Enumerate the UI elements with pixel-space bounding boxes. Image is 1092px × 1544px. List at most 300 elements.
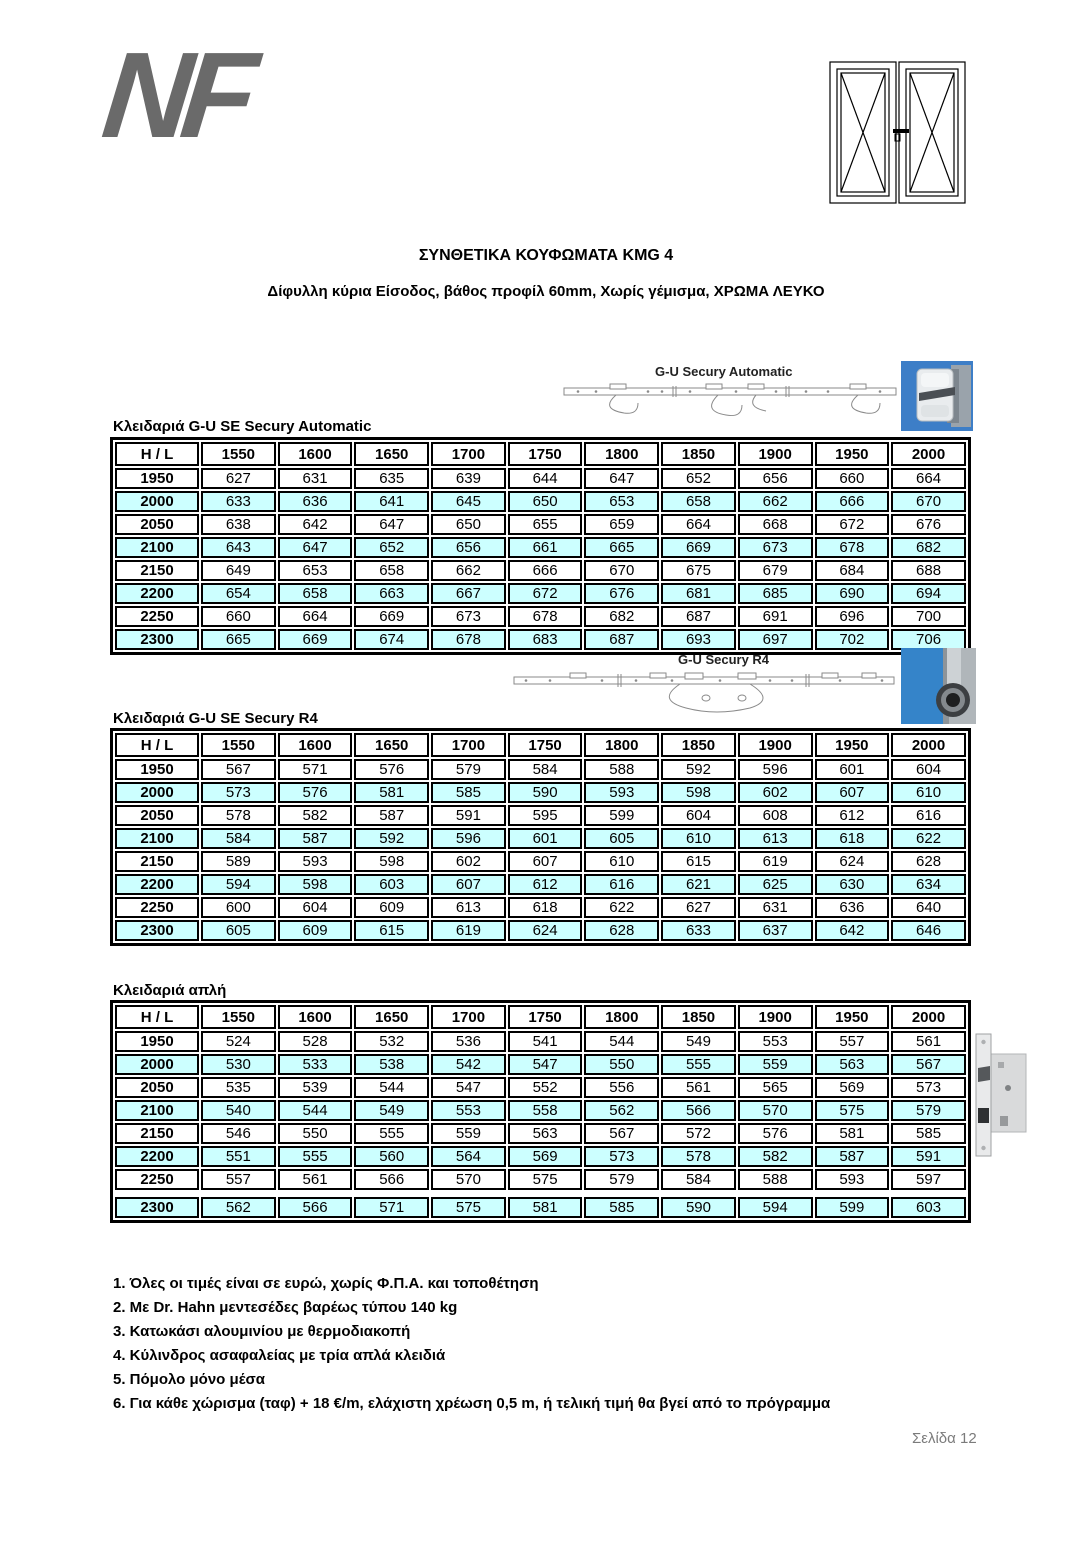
price-cell: 624	[508, 920, 583, 941]
price-cell: 600	[201, 897, 276, 918]
hl-header-cell: H / L	[115, 1005, 199, 1029]
price-cell: 604	[891, 759, 966, 780]
price-cell: 683	[508, 629, 583, 650]
price-cell: 625	[738, 874, 813, 895]
header-row	[115, 733, 966, 757]
price-cell: 567	[201, 759, 276, 780]
price-cell: 622	[584, 897, 659, 918]
row-header-cell: 2300	[115, 629, 199, 650]
price-cell: 640	[891, 897, 966, 918]
width-header-cell: 1800	[584, 733, 659, 757]
price-cell: 570	[738, 1100, 813, 1121]
price-cell: 661	[508, 537, 583, 558]
price-cell: 664	[278, 606, 353, 627]
spacer-row	[115, 1192, 966, 1195]
page-number: Σελίδα 12	[912, 1430, 977, 1447]
price-cell: 633	[661, 920, 736, 941]
price-cell: 540	[201, 1100, 276, 1121]
price-cell: 555	[278, 1146, 353, 1167]
price-cell: 631	[278, 468, 353, 489]
price-cell: 691	[738, 606, 813, 627]
price-cell: 558	[508, 1100, 583, 1121]
price-cell: 616	[891, 805, 966, 826]
price-cell: 566	[278, 1197, 353, 1218]
price-cell: 575	[815, 1100, 890, 1121]
price-cell: 631	[738, 897, 813, 918]
price-cell: 589	[201, 851, 276, 872]
price-cell: 678	[815, 537, 890, 558]
price-cell: 619	[738, 851, 813, 872]
price-cell: 627	[201, 468, 276, 489]
lock-cylinder-photo	[901, 648, 976, 724]
price-cell: 569	[815, 1077, 890, 1098]
row-header-cell: 2100	[115, 537, 199, 558]
price-cell: 628	[891, 851, 966, 872]
price-cell: 588	[738, 1169, 813, 1190]
price-cell: 585	[891, 1123, 966, 1144]
price-cell: 592	[354, 828, 429, 849]
width-header-cell: 1750	[508, 1005, 583, 1029]
table-label-simple-lock: Κλειδαριά απλή	[113, 982, 227, 999]
price-cell: 576	[278, 782, 353, 803]
width-header-cell: 1750	[508, 442, 583, 466]
price-cell: 544	[584, 1031, 659, 1052]
price-cell: 544	[278, 1100, 353, 1121]
note-line: 4. Κύλινδρος ασαφαλείας με τρία απλά κλειδιά	[113, 1347, 446, 1364]
price-cell: 636	[815, 897, 890, 918]
price-cell: 541	[508, 1031, 583, 1052]
price-cell: 682	[891, 537, 966, 558]
price-cell: 573	[891, 1077, 966, 1098]
price-cell: 556	[584, 1077, 659, 1098]
table-row	[115, 1100, 966, 1121]
width-header-cell: 1600	[278, 1005, 353, 1029]
price-cell: 618	[508, 897, 583, 918]
header-row	[115, 1005, 966, 1029]
price-cell: 551	[201, 1146, 276, 1167]
price-cell: 610	[584, 851, 659, 872]
width-header-cell: 1950	[815, 733, 890, 757]
price-cell: 598	[354, 851, 429, 872]
price-cell: 663	[354, 583, 429, 604]
price-cell: 667	[431, 583, 506, 604]
price-cell: 656	[738, 468, 813, 489]
price-cell: 601	[508, 828, 583, 849]
price-cell: 694	[891, 583, 966, 604]
price-cell: 591	[891, 1146, 966, 1167]
width-header-cell: 1900	[738, 733, 813, 757]
price-cell: 605	[201, 920, 276, 941]
price-cell: 579	[431, 759, 506, 780]
price-cell: 538	[354, 1054, 429, 1075]
price-cell: 559	[738, 1054, 813, 1075]
price-cell: 593	[278, 851, 353, 872]
table-row	[115, 468, 966, 489]
table-row	[115, 828, 966, 849]
price-cell: 670	[584, 560, 659, 581]
row-header-cell: 1950	[115, 468, 199, 489]
price-cell: 676	[891, 514, 966, 535]
width-header-cell: 1550	[201, 442, 276, 466]
price-cell: 613	[738, 828, 813, 849]
double-door-diagram	[826, 54, 978, 212]
price-cell: 553	[738, 1031, 813, 1052]
price-cell: 673	[431, 606, 506, 627]
price-cell: 599	[584, 805, 659, 826]
price-cell: 637	[738, 920, 813, 941]
price-cell: 603	[354, 874, 429, 895]
price-cell: 547	[508, 1054, 583, 1075]
price-cell: 665	[584, 537, 659, 558]
price-cell: 604	[278, 897, 353, 918]
price-cell: 573	[201, 782, 276, 803]
price-cell: 549	[354, 1100, 429, 1121]
price-cell: 562	[584, 1100, 659, 1121]
price-cell: 610	[661, 828, 736, 849]
table-row	[115, 897, 966, 918]
price-cell: 571	[278, 759, 353, 780]
price-cell: 609	[278, 920, 353, 941]
price-cell: 601	[815, 759, 890, 780]
price-cell: 706	[891, 629, 966, 650]
price-cell: 553	[431, 1100, 506, 1121]
price-cell: 619	[431, 920, 506, 941]
price-cell: 579	[584, 1169, 659, 1190]
price-cell: 532	[354, 1031, 429, 1052]
price-cell: 669	[278, 629, 353, 650]
row-header-cell: 2250	[115, 1169, 199, 1190]
price-cell: 578	[201, 805, 276, 826]
price-cell: 567	[891, 1054, 966, 1075]
price-cell: 536	[431, 1031, 506, 1052]
table-label-secury-r4: Κλειδαριά G-U SE Secury R4	[113, 710, 318, 727]
price-cell: 669	[354, 606, 429, 627]
price-cell: 658	[278, 583, 353, 604]
row-header-cell: 2300	[115, 1197, 199, 1218]
table-row	[115, 782, 966, 803]
price-cell: 634	[891, 874, 966, 895]
price-cell: 582	[738, 1146, 813, 1167]
price-cell: 561	[661, 1077, 736, 1098]
price-cell: 653	[278, 560, 353, 581]
table-row	[115, 583, 966, 604]
width-header-cell: 1600	[278, 442, 353, 466]
note-line: 5. Πόμολο μόνο μέσα	[113, 1371, 265, 1388]
price-cell: 566	[661, 1100, 736, 1121]
width-header-cell: 2000	[891, 733, 966, 757]
price-cell: 652	[354, 537, 429, 558]
price-cell: 664	[661, 514, 736, 535]
price-cell: 636	[278, 491, 353, 512]
row-header-cell: 2150	[115, 1123, 199, 1144]
width-header-cell: 1850	[661, 733, 736, 757]
price-cell: 662	[431, 560, 506, 581]
price-cell: 643	[201, 537, 276, 558]
price-cell: 557	[815, 1031, 890, 1052]
price-cell: 602	[738, 782, 813, 803]
price-cell: 584	[661, 1169, 736, 1190]
price-cell: 645	[431, 491, 506, 512]
price-cell: 550	[278, 1123, 353, 1144]
price-cell: 552	[508, 1077, 583, 1098]
price-cell: 585	[431, 782, 506, 803]
price-cell: 587	[278, 828, 353, 849]
price-cell: 588	[584, 759, 659, 780]
price-cell: 561	[891, 1031, 966, 1052]
width-header-cell: 1950	[815, 442, 890, 466]
price-cell: 549	[661, 1031, 736, 1052]
price-cell: 668	[738, 514, 813, 535]
price-cell: 607	[508, 851, 583, 872]
price-cell: 660	[201, 606, 276, 627]
price-cell: 700	[891, 606, 966, 627]
page-subtitle: Δίφυλλη κύρια Είσοδος, βάθος προφίλ 60mm, Χωρίς γέμισμα, ΧΡΩΜΑ ΛΕΥΚΟ	[267, 283, 825, 300]
price-cell: 615	[354, 920, 429, 941]
price-cell: 595	[508, 805, 583, 826]
price-cell: 639	[431, 468, 506, 489]
price-cell: 607	[431, 874, 506, 895]
table-row	[115, 629, 966, 650]
width-header-cell: 1900	[738, 1005, 813, 1029]
row-header-cell: 2050	[115, 1077, 199, 1098]
table-row	[115, 1077, 966, 1098]
price-cell: 655	[508, 514, 583, 535]
price-cell: 587	[354, 805, 429, 826]
table-label-secury-automatic: Κλειδαριά G-U SE Secury Automatic	[113, 418, 372, 435]
price-cell: 615	[661, 851, 736, 872]
row-header-cell: 2100	[115, 828, 199, 849]
price-cell: 702	[815, 629, 890, 650]
page-title: ΣΥΝΘΕΤΙΚΑ ΚΟΥΦΩΜΑΤΑ KMG 4	[418, 247, 674, 264]
price-cell: 561	[278, 1169, 353, 1190]
row-header-cell: 2000	[115, 1054, 199, 1075]
row-header-cell: 2300	[115, 920, 199, 941]
price-cell: 542	[431, 1054, 506, 1075]
table-row	[115, 920, 966, 941]
note-line: 2. Με Dr. Hahn μεντεσέδες βαρέως τύπου 140 kg	[113, 1299, 458, 1316]
price-cell: 613	[431, 897, 506, 918]
price-cell: 528	[278, 1031, 353, 1052]
price-cell: 593	[584, 782, 659, 803]
price-cell: 688	[891, 560, 966, 581]
price-table-secury-r4	[110, 728, 971, 946]
width-header-cell: 1600	[278, 733, 353, 757]
price-cell: 624	[815, 851, 890, 872]
price-cell: 576	[354, 759, 429, 780]
price-cell: 650	[431, 514, 506, 535]
price-cell: 550	[584, 1054, 659, 1075]
price-cell: 579	[891, 1100, 966, 1121]
row-header-cell: 2150	[115, 560, 199, 581]
price-cell: 535	[201, 1077, 276, 1098]
row-header-cell: 2200	[115, 583, 199, 604]
price-cell: 687	[584, 629, 659, 650]
row-header-cell: 2200	[115, 1146, 199, 1167]
price-cell: 684	[815, 560, 890, 581]
price-cell: 590	[661, 1197, 736, 1218]
price-cell: 666	[815, 491, 890, 512]
price-cell: 664	[891, 468, 966, 489]
row-header-cell: 1950	[115, 759, 199, 780]
price-cell: 564	[431, 1146, 506, 1167]
price-cell: 653	[584, 491, 659, 512]
price-cell: 627	[661, 897, 736, 918]
table-row	[115, 514, 966, 535]
price-cell: 681	[661, 583, 736, 604]
price-cell: 592	[661, 759, 736, 780]
price-cell: 672	[815, 514, 890, 535]
price-cell: 696	[815, 606, 890, 627]
price-cell: 690	[815, 583, 890, 604]
price-cell: 685	[738, 583, 813, 604]
price-cell: 575	[431, 1197, 506, 1218]
row-header-cell: 2250	[115, 606, 199, 627]
price-cell: 581	[508, 1197, 583, 1218]
price-cell: 544	[354, 1077, 429, 1098]
price-cell: 642	[278, 514, 353, 535]
width-header-cell: 2000	[891, 1005, 966, 1029]
multipoint-lock-rail-drawing-automatic	[558, 378, 903, 420]
price-cell: 593	[815, 1169, 890, 1190]
row-header-cell: 2150	[115, 851, 199, 872]
price-cell: 609	[354, 897, 429, 918]
price-cell: 546	[201, 1123, 276, 1144]
width-header-cell: 1700	[431, 442, 506, 466]
price-cell: 598	[661, 782, 736, 803]
note-line: 6. Για κάθε χώρισμα (ταφ) + 18 €/m, ελάχιστη χρέωση 0,5 m, ή τελική τιμή θα βγεί από το πρόγραμμα	[113, 1395, 831, 1412]
price-cell: 581	[815, 1123, 890, 1144]
row-header-cell: 2100	[115, 1100, 199, 1121]
price-cell: 539	[278, 1077, 353, 1098]
lock-latch-photo	[901, 361, 973, 431]
row-header-cell: 2250	[115, 897, 199, 918]
price-cell: 584	[508, 759, 583, 780]
price-cell: 658	[354, 560, 429, 581]
price-cell: 675	[661, 560, 736, 581]
price-cell: 591	[431, 805, 506, 826]
hl-header-cell: H / L	[115, 442, 199, 466]
price-cell: 641	[354, 491, 429, 512]
drawing-label-secury-r4: G-U Secury R4	[678, 652, 770, 667]
price-cell: 533	[278, 1054, 353, 1075]
price-cell: 670	[891, 491, 966, 512]
price-cell: 647	[584, 468, 659, 489]
width-header-cell: 1700	[431, 1005, 506, 1029]
table-row	[115, 1197, 966, 1218]
table-row	[115, 1054, 966, 1075]
table-row	[115, 491, 966, 512]
price-cell: 570	[431, 1169, 506, 1190]
price-cell: 665	[201, 629, 276, 650]
price-cell: 584	[201, 828, 276, 849]
price-cell: 581	[354, 782, 429, 803]
price-cell: 650	[508, 491, 583, 512]
price-cell: 666	[508, 560, 583, 581]
table-row	[115, 874, 966, 895]
price-cell: 658	[661, 491, 736, 512]
price-cell: 622	[891, 828, 966, 849]
width-header-cell: 1850	[661, 442, 736, 466]
price-cell: 621	[661, 874, 736, 895]
price-cell: 642	[815, 920, 890, 941]
row-header-cell: 2000	[115, 782, 199, 803]
row-header-cell: 2050	[115, 514, 199, 535]
price-cell: 596	[738, 759, 813, 780]
width-header-cell: 1750	[508, 733, 583, 757]
price-cell: 638	[201, 514, 276, 535]
width-header-cell: 1950	[815, 1005, 890, 1029]
price-cell: 656	[431, 537, 506, 558]
price-cell: 660	[815, 468, 890, 489]
row-header-cell: 2050	[115, 805, 199, 826]
price-cell: 672	[508, 583, 583, 604]
price-table-simple-lock	[110, 1000, 971, 1223]
price-cell: 616	[584, 874, 659, 895]
row-header-cell: 2200	[115, 874, 199, 895]
note-line: 3. Κατωκάσι αλουμινίου με θερμοδιακοπή	[113, 1323, 411, 1340]
price-cell: 524	[201, 1031, 276, 1052]
price-cell: 575	[508, 1169, 583, 1190]
width-header-cell: 1650	[354, 442, 429, 466]
row-header-cell: 1950	[115, 1031, 199, 1052]
price-cell: 604	[661, 805, 736, 826]
table-row	[115, 560, 966, 581]
price-cell: 646	[891, 920, 966, 941]
price-cell: 608	[738, 805, 813, 826]
price-cell: 630	[815, 874, 890, 895]
price-cell: 654	[201, 583, 276, 604]
price-cell: 578	[661, 1146, 736, 1167]
width-header-cell: 1650	[354, 1005, 429, 1029]
width-header-cell: 1800	[584, 1005, 659, 1029]
price-cell: 582	[278, 805, 353, 826]
price-cell: 585	[584, 1197, 659, 1218]
price-cell: 596	[431, 828, 506, 849]
width-header-cell: 1800	[584, 442, 659, 466]
width-header-cell: 1700	[431, 733, 506, 757]
mortise-lock-photo	[968, 1032, 1030, 1158]
price-cell: 612	[508, 874, 583, 895]
price-cell: 576	[738, 1123, 813, 1144]
price-cell: 662	[738, 491, 813, 512]
table-row	[115, 759, 966, 780]
width-header-cell: 1850	[661, 1005, 736, 1029]
price-cell: 530	[201, 1054, 276, 1075]
price-cell: 618	[815, 828, 890, 849]
price-cell: 635	[354, 468, 429, 489]
price-cell: 587	[815, 1146, 890, 1167]
width-header-cell: 2000	[891, 442, 966, 466]
price-cell: 547	[431, 1077, 506, 1098]
header-row	[115, 442, 966, 466]
price-cell: 652	[661, 468, 736, 489]
price-cell: 559	[431, 1123, 506, 1144]
price-cell: 610	[891, 782, 966, 803]
width-header-cell: 1650	[354, 733, 429, 757]
nf-logo: NF	[96, 27, 254, 163]
price-cell: 612	[815, 805, 890, 826]
table-row	[115, 606, 966, 627]
table-row	[115, 1031, 966, 1052]
price-cell: 676	[584, 583, 659, 604]
price-cell: 605	[584, 828, 659, 849]
table-row	[115, 851, 966, 872]
price-cell: 603	[891, 1197, 966, 1218]
price-cell: 678	[508, 606, 583, 627]
price-cell: 590	[508, 782, 583, 803]
price-cell: 599	[815, 1197, 890, 1218]
price-cell: 597	[891, 1169, 966, 1190]
